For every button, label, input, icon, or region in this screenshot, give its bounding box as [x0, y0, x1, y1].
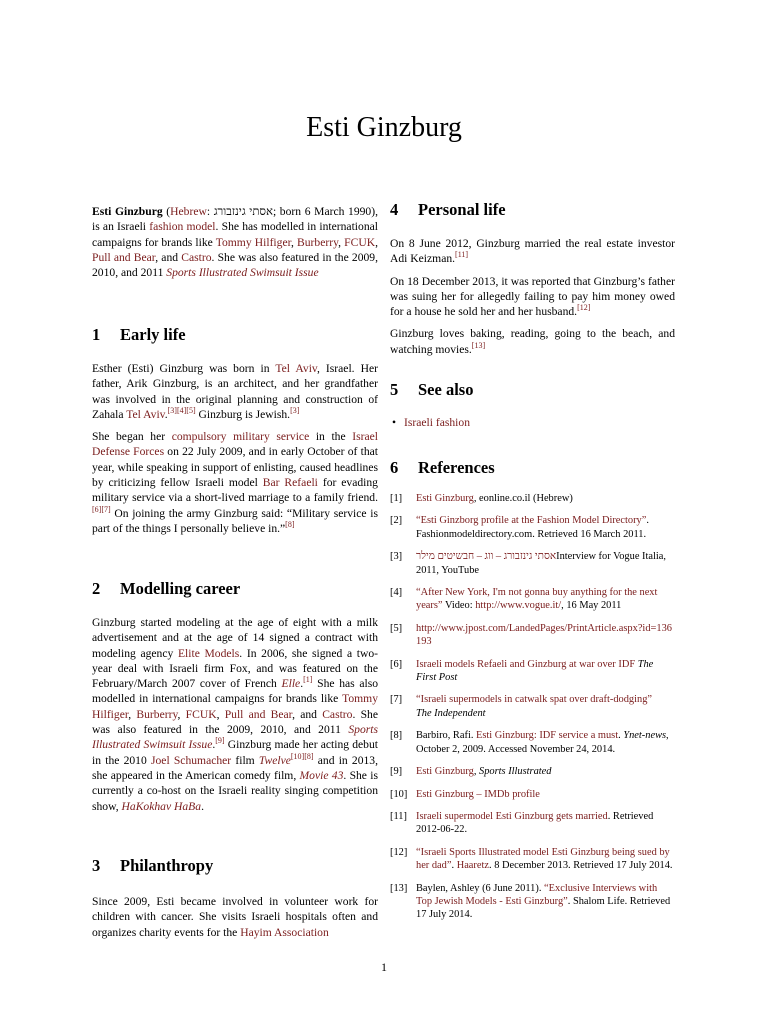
compulsory-service-link[interactable]: compulsory military service	[171, 430, 310, 444]
reference-item: [2] “Esti Ginzborg profile at the Fashion Model Directory”. Fashionmodeldirectory.com. Retrieved 16 March 2011.	[390, 515, 649, 540]
citation-link[interactable]: [9]	[215, 736, 225, 746]
section-heading-personal: 4 Personal life	[390, 200, 506, 219]
si-swimsuit-link[interactable]: Sports Illustrated Swimsuit Issue	[166, 266, 319, 280]
castro-link[interactable]: Castro	[181, 250, 212, 264]
reference-item: [10] Esti Ginzburg – IMDb profile	[390, 788, 540, 800]
section-early-life	[92, 325, 378, 345]
idf-link[interactable]: Israel Defense Forces	[92, 430, 378, 459]
tommy-hilfiger-link-2[interactable]: Tommy Hilfiger	[92, 692, 378, 721]
burberry-link-2[interactable]: Burberry	[136, 707, 178, 721]
hakokhav-haba-link[interactable]: HaKokhav HaBa	[121, 799, 202, 813]
reference-link[interactable]: Esti Ginzburg	[416, 766, 474, 778]
section-see-also	[390, 380, 675, 400]
pull-and-bear-link-2[interactable]: Pull and Bear	[224, 707, 293, 721]
article-title: Esti Ginzburg	[306, 112, 462, 143]
vogue-url-link[interactable]: http://www.vogue.it/	[475, 600, 562, 612]
reference-link[interactable]: http://www.jpost.com/LandedPages/PrintArticle.aspx?id=136193	[416, 622, 672, 648]
hayim-association-link[interactable]: Hayim Association	[240, 925, 329, 939]
subject-name: Esti Ginzburg	[92, 205, 163, 218]
reference-item: [5] http://www.jpost.com/LandedPages/PrintArticle.aspx?id=136193	[390, 622, 672, 648]
bar-refaeli-link[interactable]: Bar Refaeli	[262, 476, 318, 490]
reference-item: [8] Barbiro, Rafi. Esti Ginzburg: IDF service a must. Ynet-news, October 2, 2009. Accessed November 24, 2014.	[390, 730, 669, 755]
reference-link[interactable]: Israeli supermodel Esti Ginzburg gets married	[416, 810, 608, 822]
personal-paragraph-2: On 18 December 2013, it was reported that Ginzburg’s father was suing her for allegedly failing to pay him money owed for a house he sold her and her husband.[12]	[390, 274, 675, 319]
fashion-model-link[interactable]: fashion model	[149, 220, 216, 234]
reference-link[interactable]: “Israeli supermodels in catwalk spat over draft-dodging”	[416, 694, 653, 706]
reference-item: [6] Israeli models Refaeli and Ginzburg at war over IDF The First Post	[390, 658, 654, 684]
israeli-fashion-link[interactable]: Israeli fashion	[404, 416, 470, 429]
haaretz-link[interactable]: Haaretz	[456, 860, 489, 872]
tel-aviv-link-2[interactable]: Tel Aviv	[126, 407, 165, 421]
citation-link[interactable]: [1]	[303, 675, 313, 685]
reference-item: [11] Israeli supermodel Esti Ginzburg gets married. Retrieved 2012-06-22.	[390, 810, 654, 836]
early-life-body	[92, 361, 378, 543]
reference-item: [13] Baylen, Ashley (6 June 2011). “Exclusive Interviews with Top Jewish Models - Esti Ginzburg”. Shalom Life. Retrieved 17 July 2014.	[390, 882, 671, 921]
philanthropy-body	[92, 894, 378, 947]
si-swimsuit-link-2[interactable]: Sports Illustrated Swimsuit Issue	[92, 723, 378, 752]
castro-link-2[interactable]: Castro	[322, 707, 353, 721]
reference-item: [7] “Israeli supermodels in catwalk spat over draft-dodging” The Independent	[390, 694, 653, 719]
pull-and-bear-link[interactable]: Pull and Bear	[92, 250, 156, 264]
reference-item: [12] “Israeli Sports Illustrated model Esti Ginzburg being sued by her dad”. Haaretz. 8 December 2013. Retrieved 17 July 2014.	[390, 846, 673, 872]
list-item	[404, 415, 675, 430]
citation-link[interactable]: [12]	[577, 303, 591, 313]
section-heading-see-also: 5 See also	[390, 380, 474, 399]
citation-link[interactable]: [8]	[285, 520, 295, 530]
reference-item: [9] Esti Ginzburg, Sports Illustrated	[390, 766, 552, 778]
reference-link[interactable]: Israeli models Refaeli and Ginzburg at war over IDF	[416, 658, 636, 670]
joel-schumacher-link[interactable]: Joel Schumacher	[150, 753, 232, 767]
reference-item: [4] “After New York, I'm not gonna buy anything for the next years” Video: http://www.vogue.it/, 16 May 2011	[390, 587, 658, 612]
modelling-paragraph: Ginzburg started modeling at the age of eight with a milk advertisement and at the age of 14 signed a contract with modeling agency Elite Models. In 2006, she signed a two-year deal with Israeli firm Fox, and was featured on the February/March 2007 cover of French Elle.[1] She has also modelled in international campaigns for brands like Tommy Hilfiger, Burberry, FCUK, Pull and Bear, and Castro. She was also featured in the 2009, 2010, and 2011 Sports Illustrated Swimsuit Issue.[9] Ginzburg made her acting debut in the 2010 Joel Schumacher film Twelve[10][8] and in 2013, she appeared in the American comedy film, Movie 43. She is currently a co-host on the Israeli reality singing competition show, HaKokhav HaBa.	[92, 616, 379, 813]
section-references	[390, 458, 675, 478]
citation-link[interactable]: [13]	[471, 340, 486, 350]
early-life-paragraph-1: Esther (Esti) Ginzburg was born in Tel Aviv, Israel. Her father, Arik Ginzburg, is an architect, and her grandfather was involved in the original planning and construction of Zahala Tel Aviv.[3][4][5] Ginzburg is Jewish.[3]	[92, 362, 378, 421]
section-personal-life	[390, 200, 675, 220]
early-life-paragraph-2: She began her compulsory military service in the Israel Defense Forces on 22 July 2009, and in early October of that year, while speaking in support of enlisting, caused headlines by criticizing fellow Israeli model Bar Refaeli for evading military service via a short-lived marriage to a family friend.[6][7] On joining the army Ginzburg said: “Military service is part of the things I personally believe in.”[8]	[92, 430, 378, 535]
reference-link[interactable]: “Esti Ginzborg profile at the Fashion Model Directory”	[416, 515, 647, 527]
fcuk-link-2[interactable]: FCUK	[185, 707, 217, 721]
intro-paragraph: Esti Ginzburg (Hebrew: אסתי גינזבורג; born 6 March 1990), is an Israeli fashion model. She has modelled in international campaigns for brands like Tommy Hilfiger, Burberry, FCUK, Pull and Bear, and Castro. She was also featured in the 2009, 2010, and 2011 Sports Illustrated Swimsuit Issue	[92, 205, 379, 280]
personal-paragraph-1: On 8 June 2012, Ginzburg married the real estate investor Adi Keizman.[11]	[390, 237, 675, 266]
section-heading-modelling: 2 Modelling career	[92, 579, 241, 598]
personal-paragraph-3: Ginzburg loves baking, reading, going to the beach, and watching movies.[13]	[390, 327, 675, 356]
reference-link[interactable]: “Exclusive Interviews with Top Jewish Models - Esti Ginzburg”	[416, 882, 658, 907]
page-number: 1	[381, 960, 387, 974]
twelve-film-link[interactable]: Twelve	[258, 753, 291, 767]
hebrew-link[interactable]: Hebrew	[170, 205, 207, 218]
elle-link[interactable]: Elle	[281, 677, 301, 691]
section-heading-philanthropy: 3 Philanthropy	[92, 856, 214, 875]
personal-body	[390, 236, 675, 364]
fcuk-link[interactable]: FCUK	[344, 235, 376, 249]
tel-aviv-link[interactable]: Tel Aviv	[275, 362, 317, 375]
modelling-body	[92, 615, 378, 821]
reference-link[interactable]: Esti Ginzburg: IDF service a must	[476, 730, 619, 742]
citation-link[interactable]: [6][7]	[92, 504, 111, 514]
philanthropy-paragraph: Since 2009, Esti became involved in volunteer work for children with cancer. She visits Israeli hospitals often and organizes charity events for the Hayim Association	[92, 895, 378, 939]
burberry-link[interactable]: Burberry	[297, 235, 339, 249]
reference-link[interactable]: Esti Ginzburg	[416, 493, 474, 504]
section-modelling-career	[92, 579, 378, 599]
section-heading-references: 6 References	[390, 458, 495, 477]
citation-link[interactable]: [3][4][5]	[167, 406, 196, 416]
reference-link[interactable]: “Israeli Sports Illustrated model Esti Ginzburg being sued by her dad”	[416, 846, 670, 872]
references-list	[390, 492, 675, 931]
reference-link[interactable]: Esti Ginzburg – IMDb profile	[416, 788, 540, 800]
elite-models-link[interactable]: Elite Models	[177, 646, 240, 660]
citation-link[interactable]: [11]	[455, 250, 469, 260]
reference-link[interactable]: אסתי גינזבורג – ווג – חבשיטים מילר	[416, 551, 557, 563]
citation-link[interactable]: [3]	[290, 406, 300, 416]
movie-43-link[interactable]: Movie 43	[299, 768, 344, 782]
citation-link[interactable]: [10][8]	[290, 751, 314, 761]
see-also-list	[390, 415, 675, 430]
reference-link[interactable]: “After New York, I'm not gonna buy anything for the next years”	[416, 587, 658, 612]
section-philanthropy	[92, 856, 378, 876]
reference-item: [3] אסתי גינזבורג – ווג – חבשיטים מילרInterview for Vogue Italia, 2011, YouTube	[390, 551, 666, 576]
reference-item: [1] Esti Ginzburg, eonline.co.il (Hebrew)	[390, 493, 573, 504]
tommy-hilfiger-link[interactable]: Tommy Hilfiger	[215, 235, 291, 249]
section-heading-early-life: 1 Early life	[92, 325, 186, 344]
